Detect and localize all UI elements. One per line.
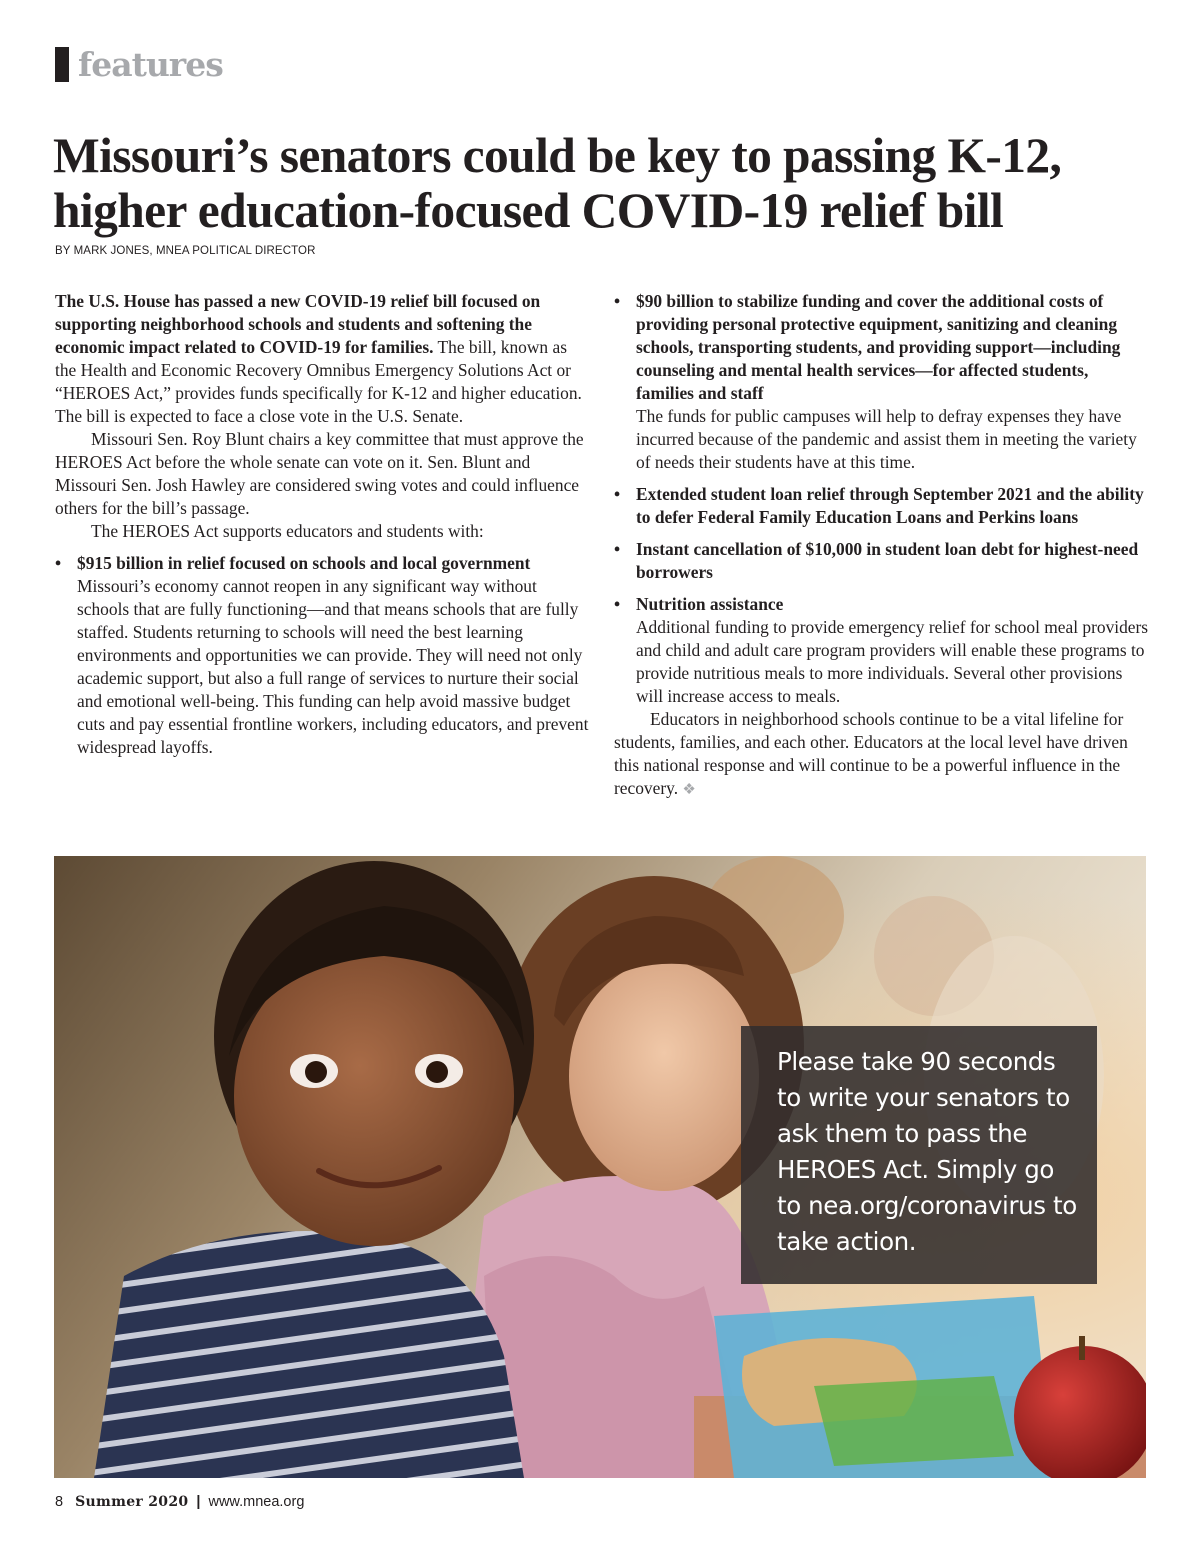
page-number: 8	[55, 1494, 64, 1510]
paragraph-3: The HEROES Act supports educators and students with:	[91, 521, 484, 541]
byline: BY MARK JONES, MNEA POLITICAL DIRECTOR	[55, 245, 316, 257]
intro-rest: The bill, known as the Health and Economic Recovery Omnibus Emergency Solutions Act or “HEROES Act,” provides funds specifically for K-12 and higher education. The bill is expected to face a close vote in the U.S. Senate.	[55, 337, 582, 426]
intro-lead: The U.S. House has passed a new COVID-19 relief bill focused on supporting neighborhood schools and students and softening the economic impact related to COVID-19 for families.	[55, 291, 541, 357]
left-column	[55, 290, 590, 759]
callout-text: Please take 90 seconds to write your senators to ask them to pass the HEROES Act. Simply go to nea.org/coronavirus to take action.	[777, 1047, 1077, 1256]
bullet-dot: •	[614, 484, 621, 504]
right-column	[614, 290, 1150, 802]
closing-text: Educators in neighborhood schools continue to be a vital lifeline for students, families, and each other. Educators at the local level have driven this national response and will continue to be a powerful influence in the recovery.	[614, 709, 1128, 798]
paragraph-2: Missouri Sen. Roy Blunt chairs a key committee that must approve the HEROES Act before the whole senate can vote on it. Sen. Blunt and Missouri Sen. Josh Hawley are considered swing votes and could influence others for the bill’s passage.	[55, 429, 584, 518]
headline-line-2: higher education-focused COVID-19 relief bill	[53, 183, 1004, 238]
bullet-dot: •	[614, 291, 621, 311]
bullet-title: Extended student loan relief through September 2021 and the ability to defer Federal Family Education Loans and Perkins loans	[636, 484, 1144, 527]
headline-line-1: Missouri’s senators could be key to passing K-12,	[53, 128, 1062, 183]
bullet-item	[614, 290, 1150, 474]
bullet-title: Nutrition assistance	[636, 594, 784, 614]
intro-paragraph	[55, 290, 590, 428]
page-footer	[55, 1494, 304, 1510]
bullet-dot: •	[614, 539, 621, 559]
callout-box	[741, 1026, 1097, 1284]
section-bar	[55, 47, 69, 82]
headline	[53, 128, 1163, 238]
bullet-title: $90 billion to stabilize funding and cover the additional costs of providing personal protective equipment, sanitizing and cleaning schools, transporting students, and providing support—including counseling and mental health services—for affected students, families and staff	[636, 291, 1121, 403]
bullet-body: Additional funding to provide emergency relief for school meal providers and child and adult care program providers will enable these programs to provide nutritious meals to more individuals. Several other provisions will increase access to meals.	[636, 617, 1149, 706]
bullet-title: $915 billion in relief focused on schools and local government	[77, 553, 531, 573]
end-mark-icon: ❖	[682, 782, 696, 798]
bullet-item	[614, 483, 1150, 529]
bullet-item	[614, 593, 1150, 708]
bullet-body: Missouri’s economy cannot reopen in any significant way without schools that are fully functioning—and that means schools that are fully staffed. Students returning to schools will need the best learning environments and opportunities we can provide. They will need not only academic support, but also a full range of services to nurture their social and emotional well-being. This funding can help avoid massive budget cuts and pay essential frontline workers, including educators, and prevent widespread layoffs.	[77, 576, 589, 757]
issue-label: Summer 2020	[75, 1494, 189, 1510]
section-tag	[55, 45, 223, 85]
bullet-body: The funds for public campuses will help to defray expenses they have incurred because of the pandemic and assist them in meeting the variety of needs their students have at this time.	[636, 406, 1137, 472]
closing-paragraph	[614, 708, 1150, 802]
bullet-dot: •	[614, 594, 621, 614]
bullet-dot: •	[55, 553, 62, 573]
section-label: features	[78, 45, 223, 84]
website-link[interactable]: www.mnea.org	[208, 1494, 305, 1510]
bullet-item	[55, 552, 590, 759]
bullet-title: Instant cancellation of $10,000 in student loan debt for highest-need borrowers	[636, 539, 1139, 582]
bullet-item	[614, 538, 1150, 584]
footer-separator: |	[196, 1494, 201, 1510]
